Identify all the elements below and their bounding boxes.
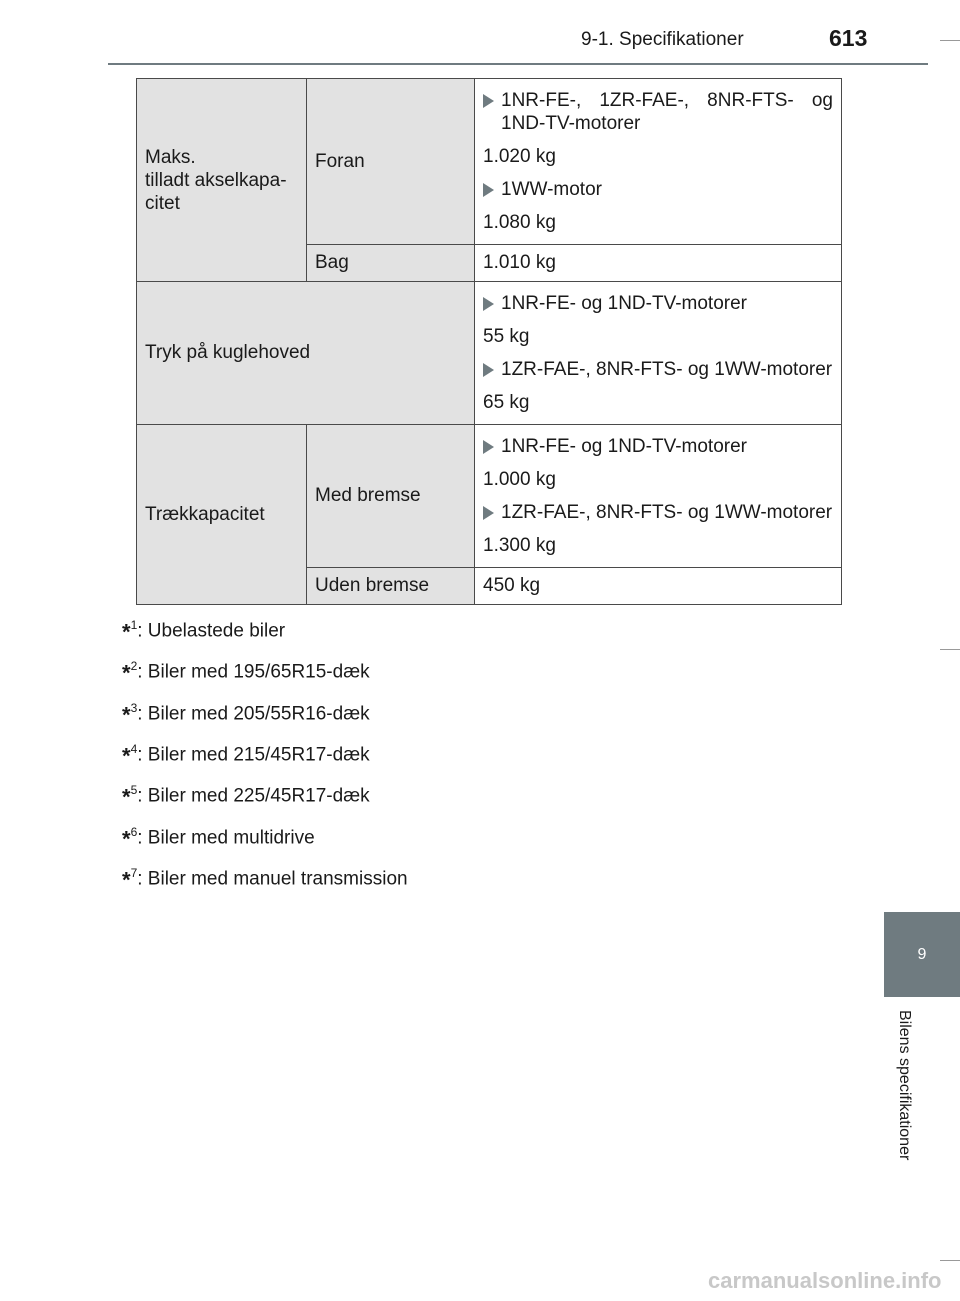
footnote-text: : Biler med multidrive <box>137 826 315 848</box>
unbraked-value: 450 kg <box>475 568 842 605</box>
crop-mark <box>940 649 960 650</box>
footnote-text: : Biler med 225/45R17-dæk <box>137 785 370 807</box>
engine-bullet: 1WW-motor <box>483 178 833 201</box>
footnote-number: 2 <box>130 659 138 674</box>
footnote-marker: * <box>122 619 131 645</box>
table-row <box>137 79 842 245</box>
footnote <box>122 739 408 769</box>
weight-value: 55 kg <box>483 326 530 347</box>
footnote-text: : Biler med 205/55R16-dæk <box>137 702 370 724</box>
specification-table <box>136 78 842 605</box>
footnote-number: 3 <box>130 700 138 715</box>
table-row <box>137 425 842 568</box>
crop-mark <box>940 40 960 41</box>
footnote <box>122 863 408 893</box>
weight-value: 65 kg <box>483 392 530 413</box>
footnote <box>122 615 408 645</box>
engine-bullet: 1NR-FE- og 1ND-TV-motorer <box>483 292 833 315</box>
tow-ball-label: Tryk på kuglehoved <box>137 282 475 425</box>
braked-label: Med bremse <box>307 425 475 568</box>
engine-bullet: 1NR-FE- og 1ND-TV-motorer <box>483 435 833 458</box>
footnote-text: : Ubelastede biler <box>137 620 286 642</box>
crop-mark <box>940 1260 960 1261</box>
weight-value: 1.020 kg <box>483 146 556 167</box>
footnote-number: 1 <box>130 618 138 632</box>
front-label: Foran <box>307 79 475 245</box>
header-divider <box>108 63 928 65</box>
footnote-number: 5 <box>130 783 138 798</box>
page-number: 613 <box>829 25 868 51</box>
footnote-number: 6 <box>130 824 138 839</box>
chapter-title: Bilens specifikationer <box>896 1010 913 1161</box>
footnote <box>122 698 408 725</box>
footnote-marker: * <box>122 825 131 851</box>
engine-bullet: 1ZR-FAE-, 8NR-FTS- og 1WW-motorer <box>483 358 833 381</box>
engine-bullet: 1ZR-FAE-, 8NR-FTS- og 1WW-motorer <box>483 501 833 524</box>
chapter-number: 9 <box>917 946 927 963</box>
footnote <box>122 780 408 810</box>
braked-values <box>475 425 842 568</box>
weight-value: 1.300 kg <box>483 535 556 556</box>
footnote-text: : Biler med 195/65R15-dæk <box>137 661 370 683</box>
watermark: carmanualsonline.info <box>708 1268 942 1293</box>
section-title: 9-1. Specifikationer <box>581 29 744 50</box>
table-row <box>137 282 842 425</box>
chapter-tab <box>884 912 960 997</box>
footnotes <box>122 615 408 904</box>
footnote-text: : Biler med manuel transmission <box>137 868 408 890</box>
weight-value: 1.080 kg <box>483 212 556 233</box>
weight-value: 1.000 kg <box>483 469 556 490</box>
rear-label: Bag <box>307 245 475 282</box>
footnote-marker: * <box>122 867 131 893</box>
footnote-marker: * <box>122 701 131 727</box>
footnote-number: 7 <box>130 865 138 880</box>
footnote-number: 4 <box>130 741 138 756</box>
axle-capacity-label: Maks. tilladt akselkapa- citet <box>137 79 307 282</box>
chapter-side-label <box>877 1010 931 1200</box>
footnote-marker: * <box>122 743 131 769</box>
footnote-text: : Biler med 215/45R17-dæk <box>137 744 370 766</box>
footnote <box>122 656 408 686</box>
tow-ball-values <box>475 282 842 425</box>
towing-capacity-label: Trækkapacitet <box>137 425 307 605</box>
footnote <box>122 822 408 849</box>
front-values <box>475 79 842 245</box>
engine-bullet: 1NR-FE-, 1ZR-FAE-, 8NR-FTS- og 1ND-TV-motorer <box>483 89 833 135</box>
rear-value: 1.010 kg <box>475 245 842 282</box>
unbraked-label: Uden bremse <box>307 568 475 605</box>
footnote-marker: * <box>122 660 131 686</box>
footnote-marker: * <box>122 784 131 810</box>
